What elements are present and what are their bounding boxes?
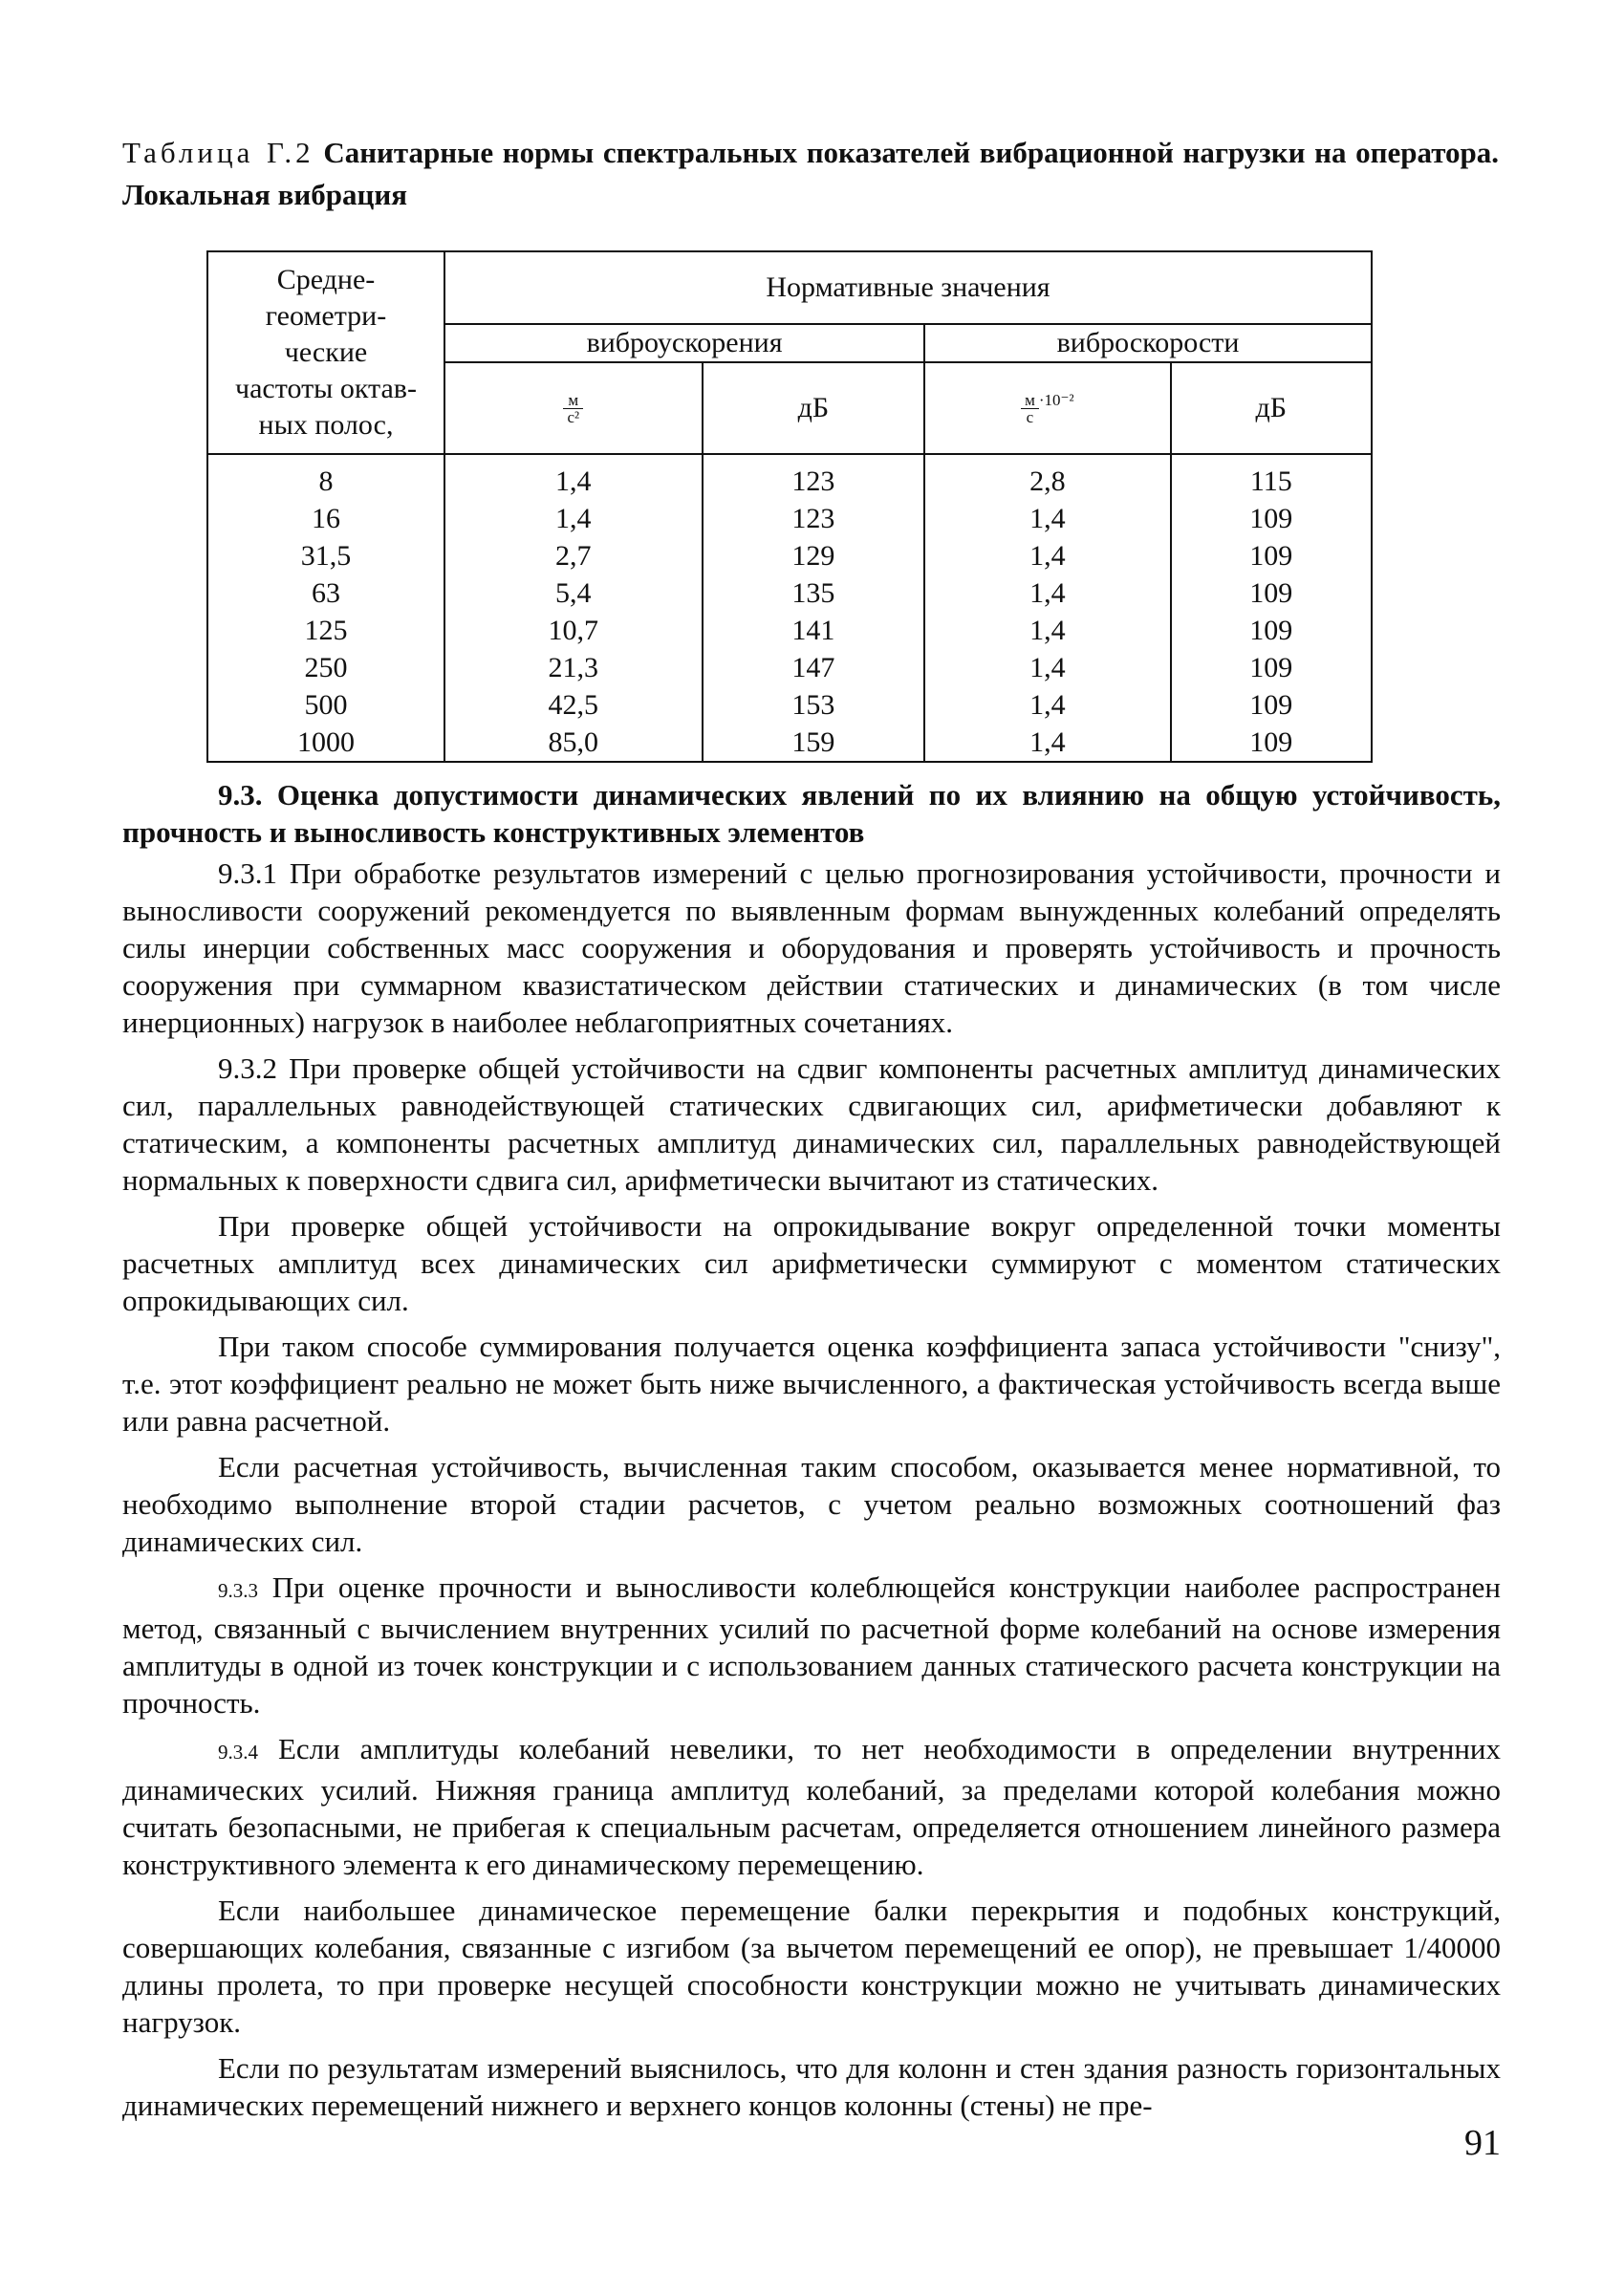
- normative-values-header: Нормативные значения: [444, 251, 1372, 324]
- clause-number: 9.3.3: [218, 1579, 258, 1602]
- paragraph: При проверке общей устойчивости на опрокидывание вокруг определенной точки моменты расчетных амплитуд всех динамических сил арифметически суммируют с моментом статических опрокидывающих сил.: [122, 1209, 1501, 1317]
- paragraph: Если наибольшее динамическое перемещение балки перекрытия и подобных конструкций, совершающих колебания, связанные с изгибом (за вычетом перемещений ее опор), не превышает 1/40000 длины пролета, то при проверке несущей способности конструкции можно не учитывать динамических нагрузок.: [122, 1894, 1501, 2039]
- page-number: 91: [1464, 2123, 1501, 2163]
- paragraph: Если расчетная устойчивость, вычисленная таким способом, оказывается менее нормативной, то необходимо выполнение второй стадии расчетов, с учетом реально возможных соотношений фаз динамических сил.: [122, 1450, 1501, 1558]
- clause-number: 9.3.1: [218, 856, 277, 890]
- accel-db-header: дБ: [703, 362, 925, 454]
- table-row: 1000 85,0 159 1,4 109: [207, 724, 1372, 762]
- clause-number: 9.3.2: [218, 1051, 277, 1085]
- accel-unit-header: $\frac{м}{\text{с²}}$: [444, 362, 703, 454]
- velocity-db-header: дБ: [1171, 362, 1372, 454]
- paragraph: Если по результатам измерений выяснилось, что для колонн и стен здания разность горизонтальных динамических перемещений нижнего и верхнего концов колонны (стены) не пре-: [122, 2051, 1501, 2122]
- acceleration-header: виброускорения: [444, 324, 924, 362]
- table-row: 8 1,4 123 2,8 115: [207, 454, 1372, 500]
- velocity-header: виброскорости: [924, 324, 1372, 362]
- paragraph: При таком способе суммирования получается оценка коэффициента запаса устойчивости "снизу", т.е. этот коэффициент реально не может быть ниже вычисленного, а фактическая устойчивость всегда выше или равна расчетной.: [122, 1330, 1501, 1438]
- table-row: 63 5,4 135 1,4 109: [207, 574, 1372, 612]
- section-body: [122, 776, 1501, 2133]
- clause-number: 9.3.4: [218, 1741, 258, 1764]
- table-row: 125 10,7 141 1,4 109: [207, 612, 1372, 649]
- vibration-norms-table: [206, 250, 1373, 763]
- table-caption: [122, 132, 1499, 216]
- frequency-column-header: Средне- геометри- ческие частоты октав- ных полос,: [207, 251, 444, 454]
- table-row: 250 21,3 147 1,4 109: [207, 649, 1372, 686]
- paragraph-9-3-2: 9.3.2 При проверке общей устойчивости на сдвиг компоненты расчетных амплитуд динамических сил, параллельных равнодействующей статических сдвигающих сил, арифметически добавляют к статическим, а компоненты расчетных амплитуд динамических сил, параллельных равнодействующей нормальных к поверхности сдвига сил, арифметически вычитают из статических.: [122, 1051, 1501, 1197]
- paragraph-9-3-4: 9.3.4 Если амплитуды колебаний невелики, то нет необходимости в определении внутренних динамических усилий. Нижняя граница амплитуд колебаний, за пределами которой колебания можно считать безопасными, не прибегая к специальным расчетам, определяется отношением линейного размера конструктивного элемента к его динамическому перемещению.: [122, 1732, 1502, 1881]
- caption-label: Таблица Г.2: [122, 136, 314, 169]
- velocity-unit-header: $\frac{м}{с}$ $^{\cdot 10^{-2}}$: [924, 362, 1170, 454]
- table-row: 31,5 2,7 129 1,4 109: [207, 537, 1372, 574]
- paragraph-9-3-3: 9.3.3 При оценке прочности и выносливости колеблющейся конструкции наиболее распространен метод, связанный с вычислением внутренних усилий по расчетной форме колебаний на основе измерения амплитуды в одной из точек конструкции и с использованием данных статического расчета конструкции на прочность.: [122, 1570, 1502, 1720]
- caption-title: Санитарные нормы спектральных показателей вибрационной нагрузки на оператора. Локальная вибрация: [122, 136, 1500, 211]
- section-heading: 9.3. Оценка допустимости динамических явлений по их влиянию на общую устойчивость, прочность и выносливость конструктивных элементов: [122, 778, 1501, 849]
- table-row: 500 42,5 153 1,4 109: [207, 686, 1372, 724]
- paragraph-9-3-1: 9.3.1 При обработке результатов измерений с целью прогнозирования устойчивости, прочности и выносливости сооружений рекомендуется по выявленным формам вынужденных колебаний определять силы инерции собственных масс сооружения и оборудования и проверять устойчивость и прочность сооружения при суммарном квазистатическом действии статических и динамических (в том числе инерционных) нагрузок в наиболее неблагоприятных сочетаниях.: [122, 856, 1502, 1039]
- table-row: 16 1,4 123 1,4 109: [207, 500, 1372, 537]
